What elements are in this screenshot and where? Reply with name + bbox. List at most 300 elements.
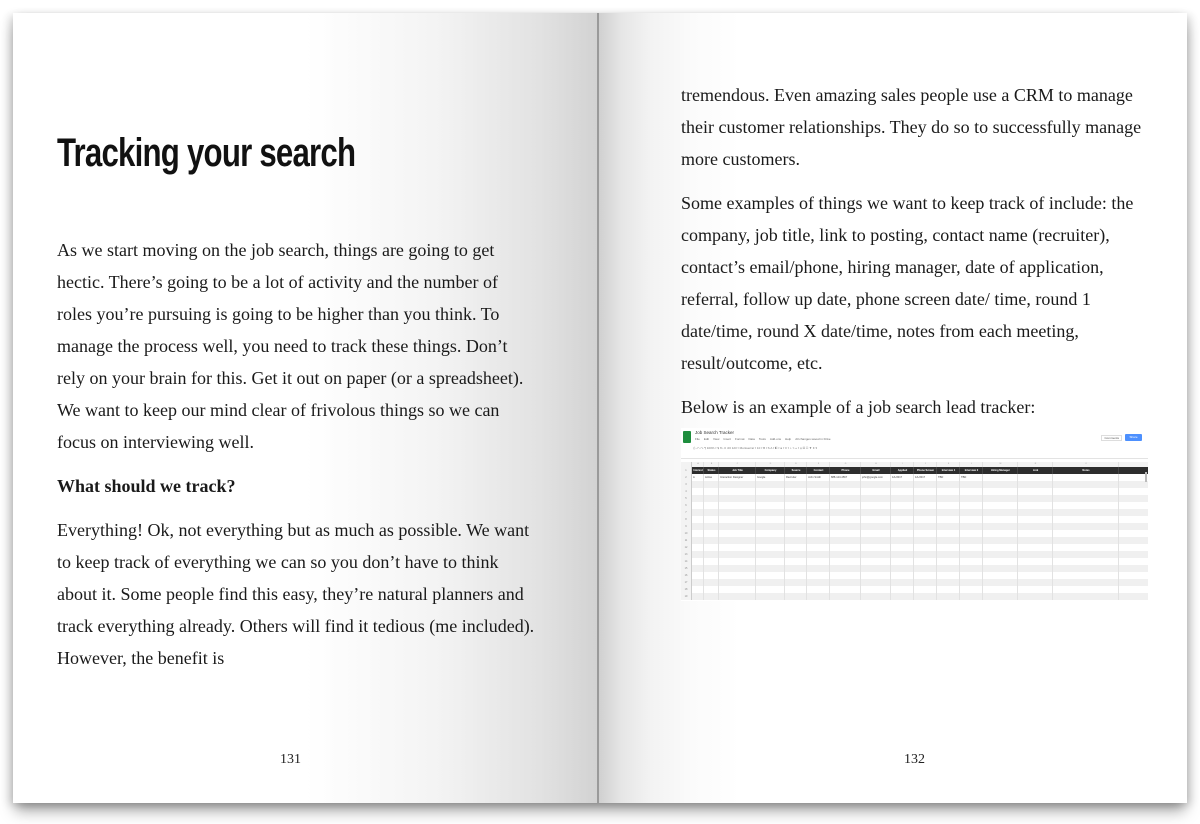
table-row [681,474,1148,481]
cell [807,586,830,593]
cell: A [692,462,704,467]
cell: Source [785,467,807,474]
paragraph: Everything! Ok, not everything but as much as possible. We want to keep track of everything we can so you don’t have to think about it. Some people find this easy, they’re natural planners and track everything already. Others will find it tedious (me included). However, the benefit is [57,520,535,668]
cell [830,488,861,495]
row-number: 9 [681,523,692,530]
row-number: 4 [681,488,692,495]
cell: B [704,462,719,467]
cell [719,593,756,600]
scrollbar [1145,472,1147,482]
menu-item: Format [734,437,745,441]
cell [830,523,861,530]
cell [861,572,891,579]
cell [960,530,983,537]
cell [891,495,914,502]
cell [1053,474,1119,481]
cell [1018,509,1053,516]
cell [861,537,891,544]
cell [891,530,914,537]
cell [1018,558,1053,565]
cell: Applied [891,467,914,474]
cell [861,523,891,530]
cell [704,551,719,558]
cell [914,523,937,530]
cell [704,579,719,586]
cell [1053,481,1119,488]
cell [785,544,807,551]
cell [914,537,937,544]
cell [807,593,830,600]
cell [914,572,937,579]
cell [1018,572,1053,579]
table-row [681,551,1148,558]
cell [830,530,861,537]
cell [914,586,937,593]
cell [1053,593,1119,600]
cell: O [1053,462,1119,467]
book-spine [597,13,599,803]
cell [692,551,704,558]
cell [914,544,937,551]
cell [830,586,861,593]
cell [861,481,891,488]
cell [1053,523,1119,530]
left-page-body [57,234,537,686]
cell [1018,481,1053,488]
cell [719,558,756,565]
table-row [681,579,1148,586]
cell [785,551,807,558]
cell [719,481,756,488]
cell [983,495,1018,502]
cell [983,509,1018,516]
cell [756,537,785,544]
table-row [681,593,1148,600]
cell [891,572,914,579]
cell: M [983,462,1018,467]
cell: Email [861,467,891,474]
menu-item: Add-ons [769,437,782,441]
cell: F [807,462,830,467]
cell [830,558,861,565]
cell [937,530,960,537]
cell [891,593,914,600]
cell [891,551,914,558]
cell [891,481,914,488]
row-number: 11 [681,537,692,544]
cell [704,572,719,579]
paragraph: As we start moving on the job search, things are going to get hectic. There’s going to be a lot of activity and the number of roles you’re pursuing is going to be higher than you think. To manage the process well, you need to track these things. Don’t rely on your brain for this. Get it out on paper (or a spreadsheet). We want to keep our mind clear of frivolous things so we can focus on interviewing well. [57,240,524,452]
row-number: 19 [681,593,692,600]
cell [937,537,960,544]
cell [937,565,960,572]
cell [756,544,785,551]
cell: C [719,462,756,467]
cell: Interaction Designer [719,474,756,481]
cell [719,551,756,558]
cell [785,481,807,488]
page-number: 132 [904,752,925,767]
cell [914,516,937,523]
cell [983,558,1018,565]
cell [704,537,719,544]
cell [960,523,983,530]
cell [756,530,785,537]
cell [1018,579,1053,586]
cell [983,565,1018,572]
cell [830,509,861,516]
cell [785,537,807,544]
cell: Interview 2 [960,467,983,474]
menu-item: Edit [703,437,710,441]
cell [704,544,719,551]
cell [719,579,756,586]
cell [983,523,1018,530]
cell [756,593,785,600]
row-number: 16 [681,572,692,579]
cell [914,488,937,495]
cell [914,551,937,558]
cell [861,495,891,502]
menu-item: Insert [723,437,731,441]
cell [807,565,830,572]
cell: TBD [937,474,960,481]
subheading: What should we track? [57,476,236,496]
cell [983,474,1018,481]
spreadsheet-grid [681,462,1148,600]
cell [1018,488,1053,495]
cell [719,544,756,551]
cell [704,530,719,537]
row-number: 7 [681,509,692,516]
cell [692,544,704,551]
cell [719,488,756,495]
cell [861,579,891,586]
cell [719,530,756,537]
cell: G [830,462,861,467]
table-row [681,572,1148,579]
cell [937,551,960,558]
menu-item: File [695,437,700,441]
cell [692,565,704,572]
cell: A [692,474,704,481]
cell [692,523,704,530]
cell [719,516,756,523]
cell: 1/1/2017 [891,474,914,481]
cell [914,593,937,600]
cell [807,579,830,586]
cell [704,523,719,530]
cell [983,530,1018,537]
cell [719,502,756,509]
cell [891,558,914,565]
cell [785,516,807,523]
cell [1053,516,1119,523]
cell [861,502,891,509]
row-number: 14 [681,558,692,565]
cell [914,558,937,565]
cell [704,502,719,509]
table-row [681,495,1148,502]
open-book [13,13,1187,803]
cell [1018,502,1053,509]
cell [937,495,960,502]
cell [937,523,960,530]
cell [937,572,960,579]
cell [756,488,785,495]
cell [756,523,785,530]
cell: Interest [693,469,703,472]
cell [1018,516,1053,523]
cell [960,572,983,579]
cell [830,565,861,572]
header-row [681,467,1148,474]
cell [891,502,914,509]
cell [1053,579,1119,586]
cell [937,509,960,516]
cell [785,572,807,579]
cell [785,488,807,495]
cell [692,509,704,516]
cell [960,579,983,586]
cell [692,516,704,523]
table-row [681,530,1148,537]
cell [719,572,756,579]
page-number: 131 [280,752,301,767]
cell [719,495,756,502]
cell [914,495,937,502]
cell [960,509,983,516]
cell [937,488,960,495]
cell [830,537,861,544]
cell [785,558,807,565]
cell [692,530,704,537]
cell [807,502,830,509]
cell [937,593,960,600]
cell [692,537,704,544]
cell [960,481,983,488]
cell [861,516,891,523]
spreadsheet-toolbar: ⎙ ↶ ↷ ¶ 100% ▾ $ % .0 .00 123 ▾ Montserrat ▾ 10 ▾ B I S A ▾ ◧ ▾ ⊞ ▾ ≡ ▾ ⊥ ▾ ↦ ▾ ⊕ ▣ ▤ ▼ Σ ▾ [693,446,818,450]
cell [861,586,891,593]
cell [937,544,960,551]
right-page-body [681,79,1161,435]
cell: K [937,462,960,467]
cell [1053,509,1119,516]
cell [914,509,937,516]
cell [807,544,830,551]
menu-item: Data [748,437,755,441]
share-button: Share [1125,434,1142,441]
cell [756,481,785,488]
cell: Contact [807,467,830,474]
cell [692,579,704,586]
comments-button: Comments [1101,435,1122,441]
cell [1053,537,1119,544]
cell [914,481,937,488]
cell [719,509,756,516]
cell [960,544,983,551]
cell: D [756,462,785,467]
cell: Recruiter [785,474,807,481]
cell [807,530,830,537]
cell: J [914,462,937,467]
cell: Job Title [719,467,756,474]
cell [1018,544,1053,551]
cell [756,495,785,502]
table-row [681,509,1148,516]
cell [891,586,914,593]
cell [983,488,1018,495]
cell [1053,502,1119,509]
cell [1053,572,1119,579]
cell [937,481,960,488]
cell [914,579,937,586]
left-page [13,13,598,803]
cell [807,488,830,495]
cell [891,544,914,551]
cell [756,502,785,509]
cell: Company [756,467,785,474]
cell [692,572,704,579]
cell [785,530,807,537]
cell [983,537,1018,544]
cell [704,516,719,523]
cell [960,537,983,544]
cell [861,593,891,600]
cell [937,586,960,593]
cell [830,572,861,579]
cell: Phone Screen [914,467,937,474]
cell [1018,586,1053,593]
table-row [681,558,1148,565]
cell [1018,523,1053,530]
cell [891,509,914,516]
paragraph: Some examples of things we want to keep track of include: the company, job title, link to posting, contact name (recruiter), contact’s email/phone, hiring manager, date of application, referral, follow up date, phone screen date/ time, round 1 date/time, round X date/time, notes from each meeting, result/outcome, etc. [681,193,1134,373]
row-number: 2 [681,474,692,481]
table-row [681,537,1148,544]
cell [704,593,719,600]
table-row [681,544,1148,551]
cell [704,565,719,572]
cell [756,509,785,516]
cell [704,586,719,593]
table-row [681,502,1148,509]
cell [960,488,983,495]
row-number: 8 [681,516,692,523]
sheets-logo-icon [683,431,691,443]
cell: N [1018,462,1053,467]
cell [861,551,891,558]
cell [704,495,719,502]
cell [807,509,830,516]
cell: john@google.com [861,474,891,481]
cell [756,558,785,565]
cell [1053,544,1119,551]
cell [692,586,704,593]
cell [983,502,1018,509]
cell [704,509,719,516]
row-number: 10 [681,530,692,537]
cell [1018,530,1053,537]
cell [704,488,719,495]
cell: E [785,462,807,467]
cell [983,593,1018,600]
cell [983,544,1018,551]
cell [756,551,785,558]
cell [1053,558,1119,565]
cell [756,572,785,579]
row-number: 18 [681,586,692,593]
cell: TBD [960,474,983,481]
cell: 888-123-4567 [830,474,861,481]
cell [914,565,937,572]
cell: Link [1018,467,1053,474]
cell [1053,488,1119,495]
cell [830,495,861,502]
cell [1018,551,1053,558]
cell [983,516,1018,523]
cell [891,488,914,495]
cell [937,579,960,586]
cell [785,593,807,600]
cell: John Smith [807,474,830,481]
cell [1018,565,1053,572]
table-row [681,488,1148,495]
right-page [598,13,1187,803]
cell [861,530,891,537]
table-row [681,586,1148,593]
cell [807,516,830,523]
row-number: 15 [681,565,692,572]
cell: Phone [830,467,861,474]
cell [1053,565,1119,572]
cell [704,481,719,488]
spreadsheet-menu [695,437,835,441]
cell: Interview 1 [937,467,960,474]
cell [692,593,704,600]
cell: Google [756,474,785,481]
cell [983,572,1018,579]
paragraph: tremendous. Even amazing sales people use a CRM to manage their customer relationships. They do so to successfully manage more customers. [681,85,1142,169]
cell [807,495,830,502]
paragraph: Below is an example of a job search lead tracker: [681,397,1036,417]
cell [914,530,937,537]
cell [937,516,960,523]
cell [983,586,1018,593]
cell [756,579,785,586]
cell [785,502,807,509]
row-number: 5 [681,495,692,502]
cell [807,537,830,544]
cell [1018,495,1053,502]
cell [960,586,983,593]
menu-item: Help [785,437,792,441]
cell [891,516,914,523]
cell: Status [704,467,719,474]
cell [861,558,891,565]
cell [785,579,807,586]
row-number: 1 [681,467,692,474]
cell [807,523,830,530]
cell [756,565,785,572]
cell [861,565,891,572]
row-number: 13 [681,551,692,558]
cell [1053,586,1119,593]
cell [756,586,785,593]
cell [785,523,807,530]
cell [719,586,756,593]
